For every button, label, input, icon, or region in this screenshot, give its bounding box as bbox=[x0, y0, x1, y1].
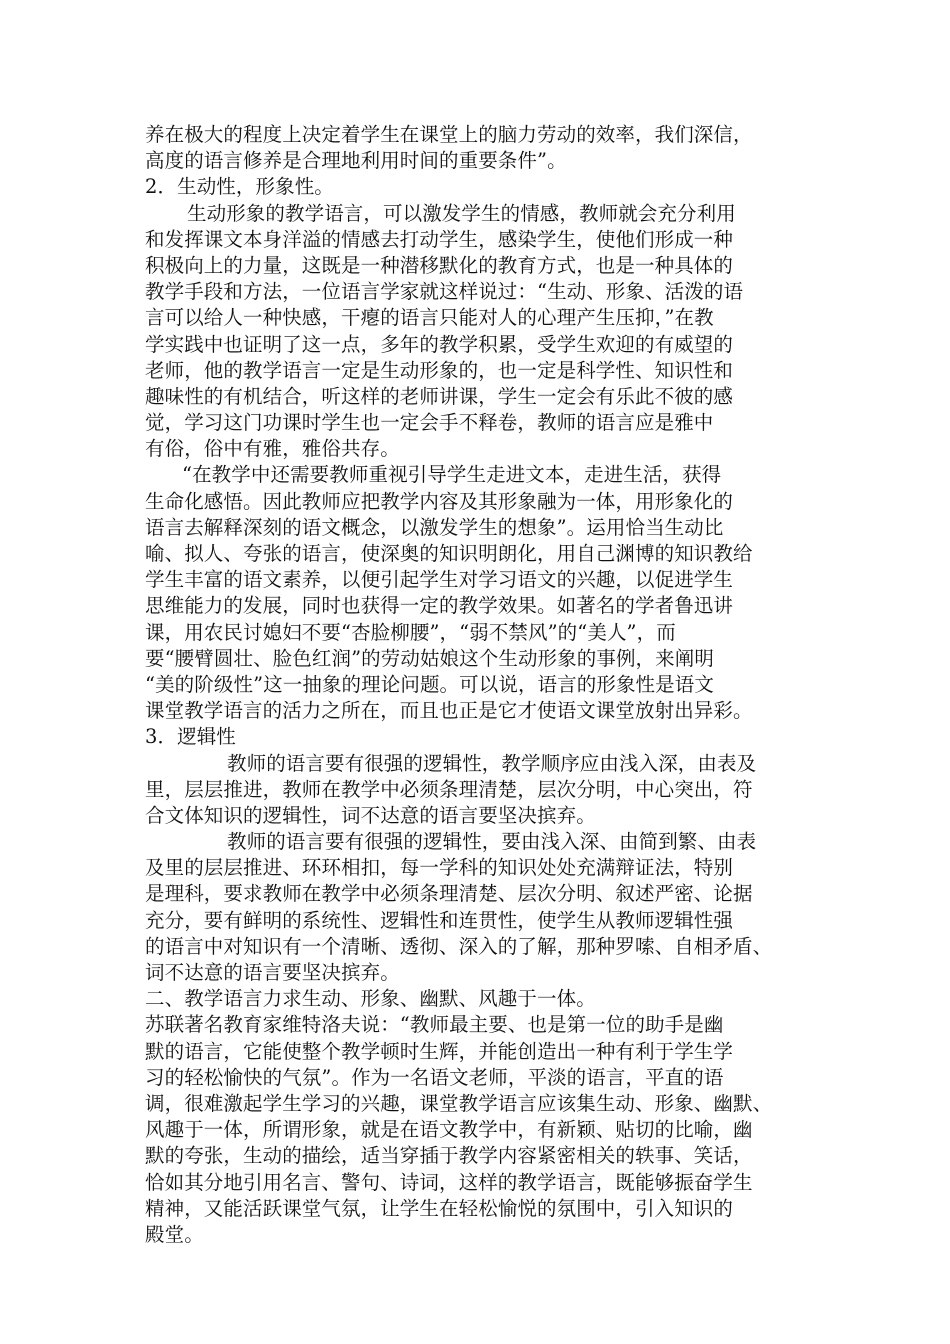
text-line: 言可以给人一种快感，干瘪的语言只能对人的心理产生压抑，”在教 bbox=[145, 306, 714, 330]
text-line: 课，用农民讨媳妇不要“杏脸柳腰”，“弱不禁风”的“美人”，而 bbox=[145, 620, 676, 644]
paragraph-start: 教师的语言要有很强的逻辑性，要由浅入深、由简到繁、由表 bbox=[227, 830, 757, 854]
document-page bbox=[145, 122, 825, 1248]
text-line: 精神，又能活跃课堂气氛，让学生在轻松愉悦的氛围中，引入知识的 bbox=[145, 1196, 734, 1220]
text-line: 默的语言，它能使整个教学顿时生辉，并能创造出一种有利于学生学 bbox=[145, 1039, 734, 1063]
text-line: 及里的层层推进、环环相扣，每一学科的知识处处充满辩证法，特别 bbox=[145, 856, 734, 880]
text-line: 课堂教学语言的活力之所在，而且也正是它才使语文课堂放射出异彩。 bbox=[145, 699, 753, 723]
section-heading: 3．逻辑性 bbox=[145, 725, 236, 749]
text-line: 殿堂。 bbox=[145, 1222, 204, 1246]
text-line: 学实践中也证明了这一点，多年的教学积累，受学生欢迎的有威望的 bbox=[145, 332, 734, 356]
text-line: 调，很难激起学生学习的兴趣，课堂教学语言应该集生动、形象、幽默、 bbox=[145, 1091, 773, 1115]
text-line: 充分，要有鲜明的系统性、逻辑性和连贯性，使学生从教师逻辑性强 bbox=[145, 908, 734, 932]
text-line: 教学手段和方法，一位语言学家就这样说过：“生动、形象、活泼的语 bbox=[145, 280, 744, 304]
paragraph-start: “在教学中还需要教师重视引导学生走进文本，走进生活，获得 bbox=[182, 463, 722, 487]
text-line: 里，层层推进，教师在教学中必须条理清楚，层次分明，中心突出，符 bbox=[145, 777, 753, 801]
text-line: 合文体知识的逻辑性，词不达意的语言要坚决摈弃。 bbox=[145, 803, 596, 827]
text-line: 要“腰臂圆壮、脸色红润”的劳动姑娘这个生动形象的事例，来阐明 bbox=[145, 646, 714, 670]
text-line: 习的轻松愉快的气氛”。作为一名语文老师，平淡的语言，平直的语 bbox=[145, 1065, 724, 1089]
text-line: 和发挥课文本身洋溢的情感去打动学生，感染学生，使他们形成一种 bbox=[145, 227, 734, 251]
text-line: 学生丰富的语文素养，以便引起学生对学习语文的兴趣，以促进学生 bbox=[145, 568, 734, 592]
paragraph-start: 生动形象的教学语言，可以激发学生的情感，教师就会充分利用 bbox=[187, 201, 736, 225]
text-line: 高度的语言修养是合理地利用时间的重要条件”。 bbox=[145, 149, 567, 173]
text-line: 觉，学习这门功课时学生也一定会手不释卷，教师的语言应是雅中 bbox=[145, 411, 714, 435]
text-line: 趣味性的有机结合，听这样的老师讲课，学生一定会有乐此不彼的感 bbox=[145, 384, 734, 408]
text-line: 默的夸张，生动的描绘，适当穿插于教学内容紧密相关的轶事、笑话， bbox=[145, 1144, 753, 1168]
text-line: 积极向上的力量，这既是一种潜移默化的教育方式，也是一种具体的 bbox=[145, 253, 734, 277]
section-heading: 二、教学语言力求生动、形象、幽默、风趣于一体。 bbox=[145, 987, 596, 1011]
text-line: 词不达意的语言要坚决摈弃。 bbox=[145, 961, 400, 984]
text-line: 喻、拟人、夸张的语言，使深奥的知识明朗化，用自己渊博的知识教给 bbox=[145, 542, 753, 565]
text-line: 语言去解释深刻的语文概念，以激发学生的想象”。运用恰当生动比 bbox=[145, 515, 724, 539]
text-line: 恰如其分地引用名言、警句、诗词，这样的教学语言，既能够振奋学生 bbox=[145, 1170, 753, 1194]
text-line: 风趣于一体，所谓形象，就是在语文教学中，有新颖、贴切的比喻，幽 bbox=[145, 1118, 753, 1142]
text-line: 老师，他的教学语言一定是生动形象的，也一定是科学性、知识性和 bbox=[145, 358, 734, 382]
text-line: 养在极大的程度上决定着学生在课堂上的脑力劳动的效率，我们深信， bbox=[145, 123, 753, 146]
text-line: 苏联著名教育家维特洛夫说：“教师最主要、也是第一位的助手是幽 bbox=[145, 1013, 724, 1037]
text-line: 的语言中对知识有一个清晰、透彻、深入的了解，那种罗嗦、自相矛盾、 bbox=[145, 934, 773, 958]
text-line: 有俗，俗中有雅，雅俗共存。 bbox=[145, 437, 400, 461]
text-line: “美的阶级性”这一抽象的理论问题。可以说，语言的形象性是语文 bbox=[145, 672, 714, 696]
paragraph-start: 教师的语言要有很强的逻辑性，教学顺序应由浅入深，由表及 bbox=[227, 751, 757, 775]
text-line: 是理科，要求教师在教学中必须条理清楚、层次分明、叙述严密、论据 bbox=[145, 882, 753, 906]
section-heading: 2．生动性，形象性。 bbox=[145, 175, 334, 199]
text-line: 生命化感悟。因此教师应把教学内容及其形象融为一体，用形象化的 bbox=[145, 489, 734, 513]
text-line: 思维能力的发展，同时也获得一定的教学效果。如著名的学者鲁迅讲 bbox=[145, 594, 734, 618]
